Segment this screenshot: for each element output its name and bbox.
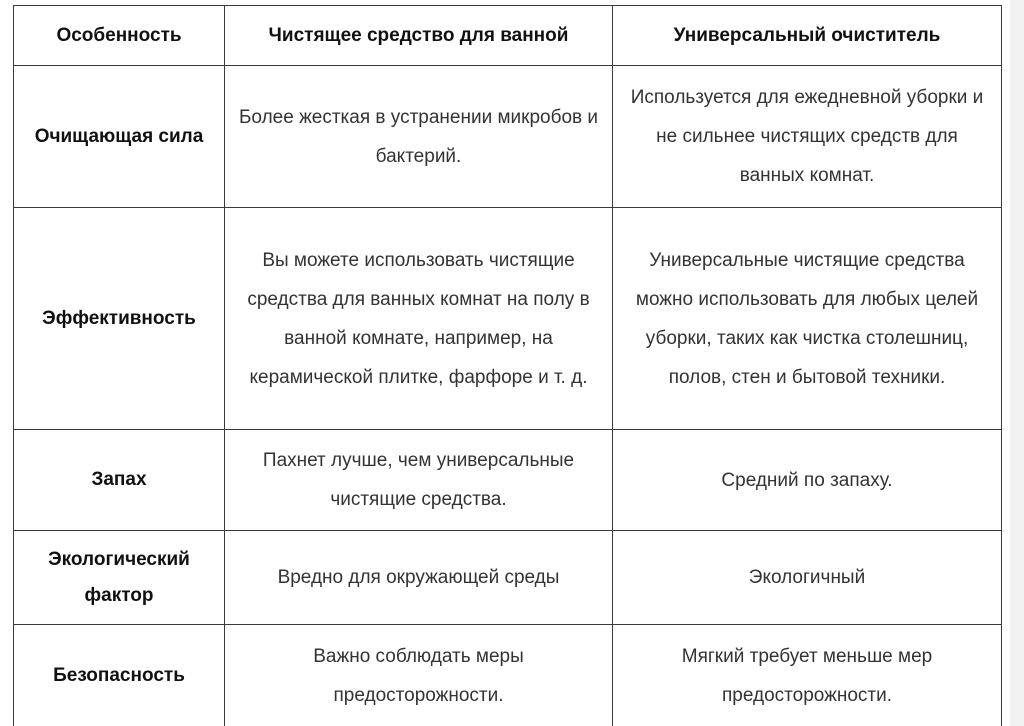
- row-universal-cell: Средний по запаху.: [613, 430, 1002, 531]
- row-universal-cell: Используется для ежедневной уборки и не сильнее чистящих средств для ванных комнат.: [613, 66, 1002, 208]
- table-row: [14, 66, 1002, 208]
- header-bathroom-cleaner: Чистящее средство для ванной: [225, 6, 613, 66]
- table-header-row: [14, 6, 1002, 66]
- table-row: [14, 430, 1002, 531]
- comparison-table: [13, 5, 1002, 726]
- header-feature: Особенность: [14, 6, 225, 66]
- table-row: [14, 531, 1002, 625]
- row-bathroom-cell: Пахнет лучше, чем универсальные чистящие средства.: [225, 430, 613, 531]
- row-feature-cell: Экологический фактор: [14, 531, 225, 625]
- row-feature-cell: Очищающая сила: [14, 66, 225, 208]
- row-bathroom-cell: Вы можете использовать чистящие средства для ванных комнат на полу в ванной комнате, например, на керамической плитке, фарфоре и т. д.: [225, 208, 613, 430]
- table-row: [14, 625, 1002, 726]
- row-feature-cell: Запах: [14, 430, 225, 531]
- table-row: [14, 208, 1002, 430]
- row-universal-cell: Мягкий требует меньше мер предосторожности.: [613, 625, 1002, 726]
- row-universal-cell: Экологичный: [613, 531, 1002, 625]
- row-universal-cell: Универсальные чистящие средства можно использовать для любых целей уборки, таких как чистка столешниц, полов, стен и бытовой техники.: [613, 208, 1002, 430]
- header-universal-cleaner: Универсальный очиститель: [613, 6, 1002, 66]
- page-edge-strip: [1010, 0, 1024, 726]
- row-feature-cell: Безопасность: [14, 625, 225, 726]
- row-feature-cell: Эффективность: [14, 208, 225, 430]
- row-bathroom-cell: Более жесткая в устранении микробов и бактерий.: [225, 66, 613, 208]
- row-bathroom-cell: Вредно для окружающей среды: [225, 531, 613, 625]
- row-bathroom-cell: Важно соблюдать меры предосторожности.: [225, 625, 613, 726]
